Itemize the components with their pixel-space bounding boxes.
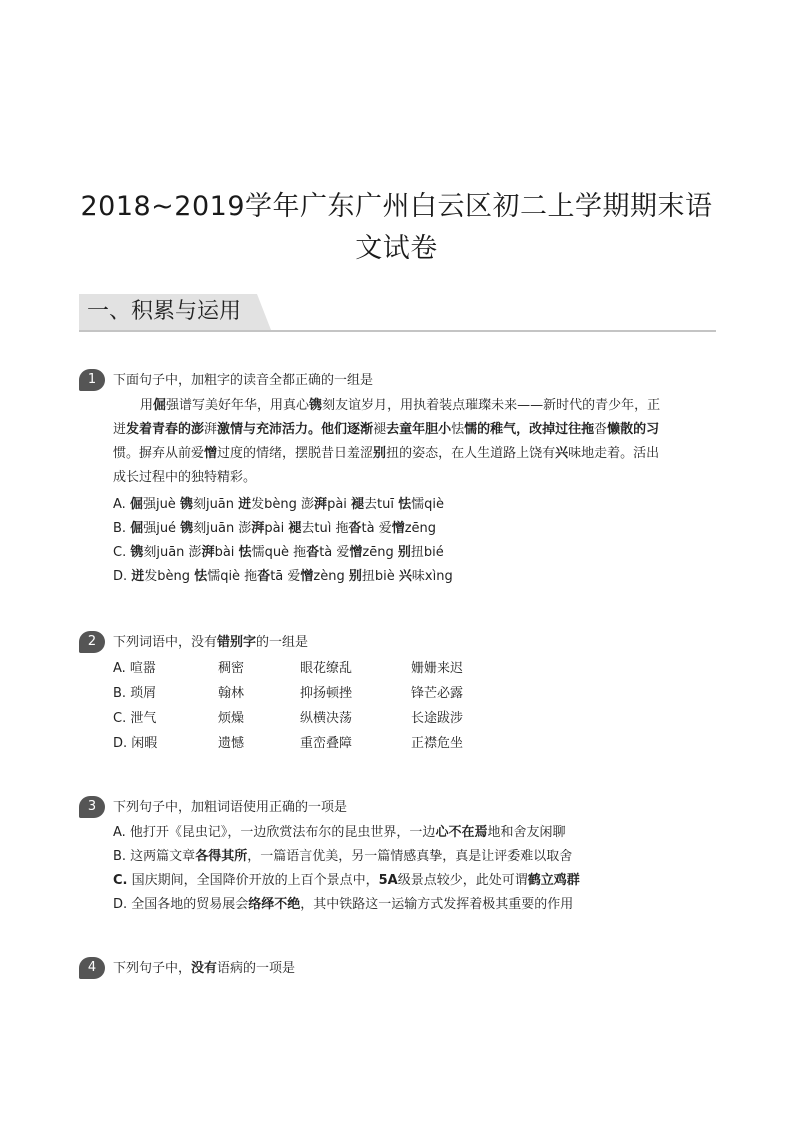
section-header [79, 294, 716, 332]
q1-passage-line3 [113, 446, 659, 462]
text-segment: 发bèng [144, 569, 195, 584]
bold-segment: 镌 [180, 521, 194, 536]
q2-option-word: 锋芒必露 [411, 686, 464, 701]
text-segment: C. [113, 545, 131, 560]
q2-option-word: 烦燥 [218, 711, 245, 726]
text-segment: A. [113, 497, 130, 512]
q1-option-d[interactable] [113, 569, 453, 585]
q2-option-label[interactable]: B. 琐屑 [113, 686, 157, 701]
text-segment: 惯。摒弃从前爱 [113, 446, 205, 461]
q3-stem: 下列句子中，加粗词语使用正确的一项是 [113, 800, 348, 815]
bold-segment: 没有 [191, 961, 218, 976]
text-segment: 强谱写美好年华，用真心 [166, 398, 310, 413]
text-segment: A. 他打开《昆虫记》，一边欣赏法布尔的昆虫世界，一边 [113, 825, 436, 840]
bold-segment: 倔 [153, 398, 167, 413]
bold-segment: 怯 [238, 545, 252, 560]
q2-option-label[interactable]: D. 闲暇 [113, 736, 158, 751]
text-segment: 味xìng [411, 569, 453, 584]
bold-segment: 去童年胆小 [386, 422, 452, 437]
text-segment: 扭bié [410, 545, 444, 560]
text-segment: 味地走着。活出 [568, 446, 660, 461]
text-segment: zēng [404, 521, 437, 536]
text-segment: 懦què 拖 [251, 545, 307, 560]
text-segment: 发bèng 澎 [251, 497, 315, 512]
text-segment: tà 爱 [319, 545, 350, 560]
text-segment: 湃 [204, 422, 218, 437]
exam-title-line1: 2018~2019学年广东广州白云区初二上学期期末语 [80, 191, 713, 222]
q4-stem [113, 961, 295, 977]
q3-option-d[interactable] [113, 897, 573, 913]
text-segment: 刻juān 澎 [143, 545, 202, 560]
q1-option-c[interactable] [113, 545, 444, 561]
text-segment: 褪 [373, 422, 387, 437]
text-segment: zèng [313, 569, 349, 584]
bold-segment: 镌 [179, 497, 193, 512]
bold-segment: 别 [397, 545, 411, 560]
bold-segment: 沓 [257, 569, 271, 584]
text-segment: 的一组是 [256, 635, 309, 650]
bold-segment: 湃 [251, 521, 265, 536]
text-segment: tā 爱 [270, 569, 301, 584]
bold-segment: 褪 [288, 521, 302, 536]
exam-title-line2: 文试卷 [355, 233, 438, 264]
text-segment: D. 全国各地的贸易展会 [113, 897, 249, 912]
text-segment: D. [113, 569, 132, 584]
question-number-badge: 4 [79, 957, 105, 979]
text-segment: 去tuī [364, 497, 399, 512]
bold-segment: 迸 [131, 569, 145, 584]
text-segment: zēng [362, 545, 398, 560]
q2-stem [113, 635, 308, 651]
text-segment: 下列词语中，没有 [113, 635, 218, 650]
q2-option-word: 眼花缭乱 [300, 661, 353, 676]
text-segment: B. [113, 521, 131, 536]
q2-option-word: 姗姗来迟 [411, 661, 464, 676]
q2-option-word: 稠密 [218, 661, 245, 676]
bold-segment: 憎 [349, 545, 363, 560]
bold-segment: 倔 [130, 521, 144, 536]
text-segment: 刻友谊岁月，用执着装点璀璨未来——新时代的青少年，正 [322, 398, 661, 413]
bold-segment: 倔 [129, 497, 143, 512]
text-segment: 级景点较少，此处可谓 [397, 873, 528, 888]
q2-option-word: 抑扬顿挫 [300, 686, 353, 701]
q3-option-b[interactable] [113, 849, 572, 865]
bold-segment: 兴 [398, 569, 412, 584]
bold-segment: 憎 [391, 521, 405, 536]
text-segment: 刻juān [192, 497, 239, 512]
q2-option-label[interactable]: A. 喧嚣 [113, 661, 156, 676]
bold-segment: 别 [348, 569, 362, 584]
text-segment: 强jué [143, 521, 181, 536]
bold-segment: 镌 [309, 398, 323, 413]
text-segment: 强juè [142, 497, 180, 512]
bold-segment: 怯 [398, 497, 412, 512]
text-segment: 过度的情绪，摆脱昔日羞涩 [217, 446, 374, 461]
q1-passage-line1 [140, 398, 660, 414]
q2-option-label[interactable]: C. 泄气 [113, 711, 157, 726]
bold-segment: 镌 [130, 545, 144, 560]
text-segment: tà 爱 [361, 521, 392, 536]
question-number-badge: 1 [79, 369, 105, 391]
bold-segment: C. [113, 873, 128, 888]
bold-segment: 各得其所 [195, 849, 248, 864]
q2-option-word: 重峦叠障 [300, 736, 353, 751]
text-segment: 怯 [451, 422, 465, 437]
bold-segment: 5A [378, 873, 398, 888]
bold-segment: 兴 [555, 446, 569, 461]
text-segment: 用 [140, 398, 154, 413]
text-segment: 国庆期间，全国降价开放的上百个景点中， [127, 873, 379, 888]
bold-segment: 湃 [201, 545, 215, 560]
q2-option-word: 纵横决荡 [300, 711, 353, 726]
bold-segment: 沓 [348, 521, 362, 536]
q1-stem: 下面句子中，加粗字的读音全都正确的一组是 [113, 373, 374, 388]
text-segment: 去tuì 拖 [301, 521, 349, 536]
q3-option-c[interactable] [113, 873, 580, 889]
q2-option-word: 长途跋涉 [411, 711, 464, 726]
q2-option-word: 翰林 [218, 686, 245, 701]
bold-segment: 憎 [204, 446, 218, 461]
bold-segment: 心不在焉 [435, 825, 488, 840]
bold-segment: 褪 [351, 497, 365, 512]
text-segment: 语病的一项是 [217, 961, 296, 976]
question-number-badge: 3 [79, 796, 105, 818]
text-segment: 沓 [594, 422, 608, 437]
q3-option-a[interactable] [113, 825, 565, 841]
text-segment: ，一篇语言优美，另一篇情感真挚，真是让评委难以取舍 [247, 849, 573, 864]
bold-segment: 迸 [238, 497, 252, 512]
q2-option-word: 正襟危坐 [411, 736, 464, 751]
q1-passage-line2 [113, 422, 659, 438]
bold-segment: 鹤立鸡群 [527, 873, 580, 888]
text-segment: pài [264, 521, 289, 536]
bold-segment: 懒散的习 [607, 422, 660, 437]
text-segment: 懦qiè [411, 497, 445, 512]
q1-passage-line4: 成长过程中的独特精彩。 [113, 470, 257, 485]
question-number-badge: 2 [79, 631, 105, 653]
q2-option-word: 遗憾 [218, 736, 245, 751]
exam-title [60, 186, 733, 270]
text-segment: 迸 [113, 422, 127, 437]
text-segment: 刻juān 澎 [193, 521, 252, 536]
q1-option-a[interactable] [113, 497, 444, 513]
bold-segment: 错别字 [217, 635, 257, 650]
text-segment: bài [214, 545, 239, 560]
bold-segment: 怯 [194, 569, 208, 584]
bold-segment: 沓 [306, 545, 320, 560]
text-segment: 地和舍友闲聊 [487, 825, 566, 840]
text-segment: 扭biè [361, 569, 399, 584]
text-segment: 下列句子中， [113, 961, 192, 976]
bold-segment: 别 [373, 446, 387, 461]
q1-option-b[interactable] [113, 521, 436, 537]
text-segment: 懦qiè 拖 [207, 569, 258, 584]
text-segment: pài [327, 497, 352, 512]
bold-segment: 懦的稚气，改掉过往拖 [464, 422, 595, 437]
text-segment: B. 这两篇文章 [113, 849, 196, 864]
bold-segment: 络绎不绝 [248, 897, 301, 912]
section-title: 一、积累与运用 [87, 299, 242, 324]
bold-segment: 发着青春的澎 [126, 422, 205, 437]
bold-segment: 憎 [300, 569, 314, 584]
text-segment: ，其中铁路这一运输方式发挥着极其重要的作用 [300, 897, 574, 912]
bold-segment: 激情与充沛活力。他们逐渐 [217, 422, 374, 437]
bold-segment: 湃 [314, 497, 328, 512]
text-segment: 扭的姿态，在人生道路上饶有 [386, 446, 556, 461]
